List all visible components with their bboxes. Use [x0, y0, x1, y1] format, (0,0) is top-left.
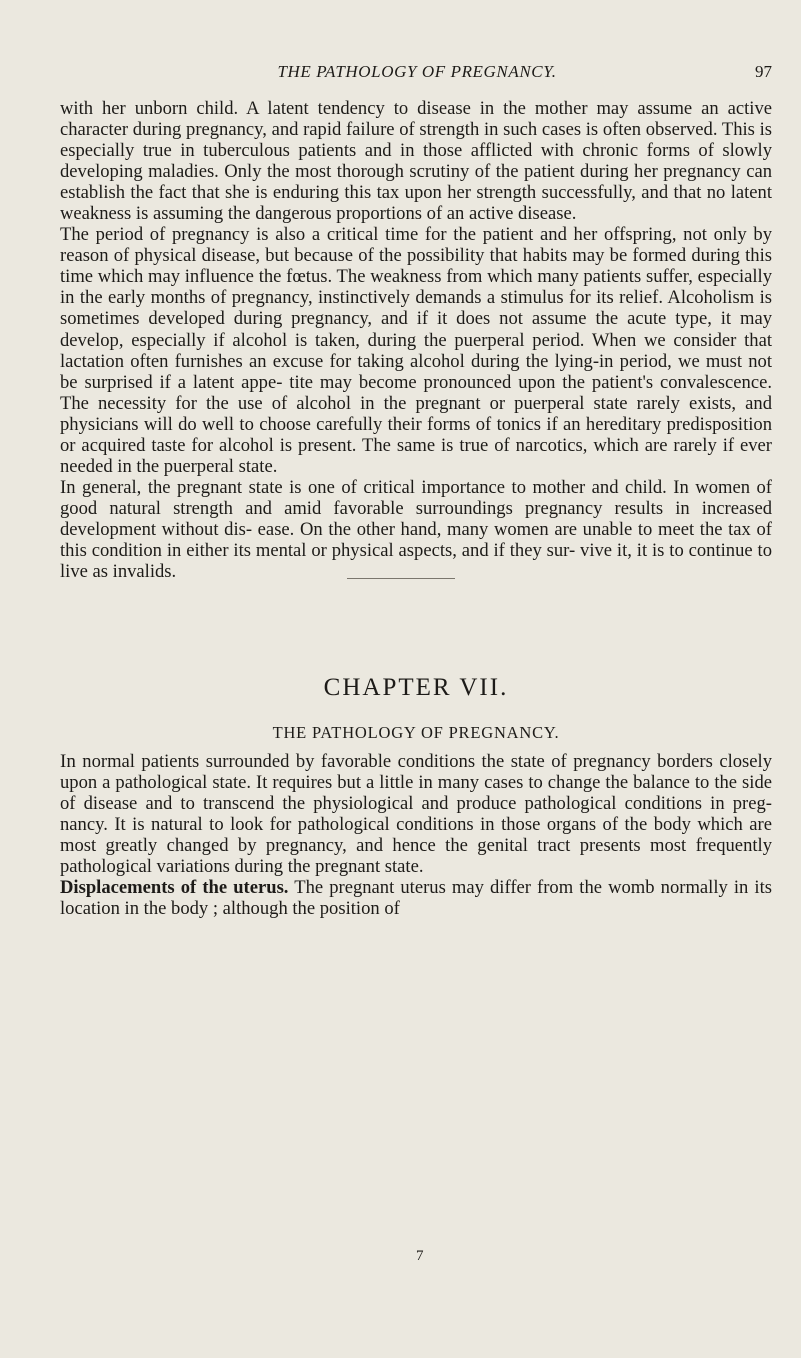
paragraph: The period of pregnancy is also a critical time for the patient and her offspring, not only by reason of physical disease, but because of the possibility that habits may be formed during this time which may influence the fœtus. The weakness from which many patients suffer, especially in the early months of pregnancy, instinctively demands a stimulus for its relief. Alcoholism is sometimes developed during pregnancy, and if it does not assume the acute type, it may develop, especially if alcohol is taken, during the puerperal period. When we consider that lactation often furnishes an excuse for taking alcohol during the lying-in period, we must not be surprised if a latent appe- tite may become pronounced upon the patient's convalescence. The necessity for the use of alcohol in the pregnant or puerperal state rarely exists, and physicians will do well to choose carefully their forms of tonics if an hereditary predisposition or acquired taste for alcohol is present. The same is true of narcotics, which are rarely if ever needed in the puerperal state.	[60, 224, 772, 477]
paragraph-text: The pregnant uterus may differ from the womb normally in its location in the body ; although the position of	[60, 877, 772, 920]
running-title: THE PATHOLOGY OF PREGNANCY.	[277, 62, 557, 81]
chapter-heading: CHAPTER VII.	[323, 674, 509, 701]
paragraph	[60, 751, 772, 877]
paragraph	[60, 877, 772, 919]
signature-mark: 7	[416, 1248, 424, 1264]
chapter-subtitle: THE PATHOLOGY OF PREGNANCY.	[272, 723, 560, 742]
page-number: 97	[755, 62, 772, 81]
paragraph: In general, the pregnant state is one of critical importance to mother and child. In women of good natural strength and amid favorable surroundings pregnancy results in increased development without dis- ease. On the other hand, many women are unable to meet the tax of this condition in either its mental or physical aspects, and if they sur- vive it, it is to continue to live as invalids.	[60, 476, 772, 583]
section-run-in-heading: Displacements of the uterus.	[60, 877, 289, 899]
text-block-bottom	[60, 751, 772, 919]
paragraph-lead: In	[60, 751, 76, 772]
paragraph-text: normal patients surrounded by favorable conditions the state of pregnancy borders closely upon a pathological state. It requires but a little in many cases to change the balance to the side of disease and to transcend the physiological and produce pathological conditions in preg- nancy. It is natural to look for pathological conditions in those organs of the body which are most greatly changed by pregnancy, and hence the genital tract presents most frequently pathological variations during the pregnant state.	[60, 751, 772, 878]
paragraph: with her unborn child. A latent tendency to disease in the mother may assume an active character during pregnancy, and rapid failure of strength in such cases is often observed. This is especially true in tuberculous patients and in those afflicted with chronic forms of slowly developing maladies. Only the most thorough scrutiny of the patient during her pregnancy can establish the fact that she is enduring this tax upon her strength successfully, and that no latent weakness is assuming the dangerous proportions of an active disease.	[60, 98, 772, 225]
running-head	[62, 62, 772, 86]
text-block-top	[60, 98, 772, 582]
section-divider	[347, 578, 455, 579]
